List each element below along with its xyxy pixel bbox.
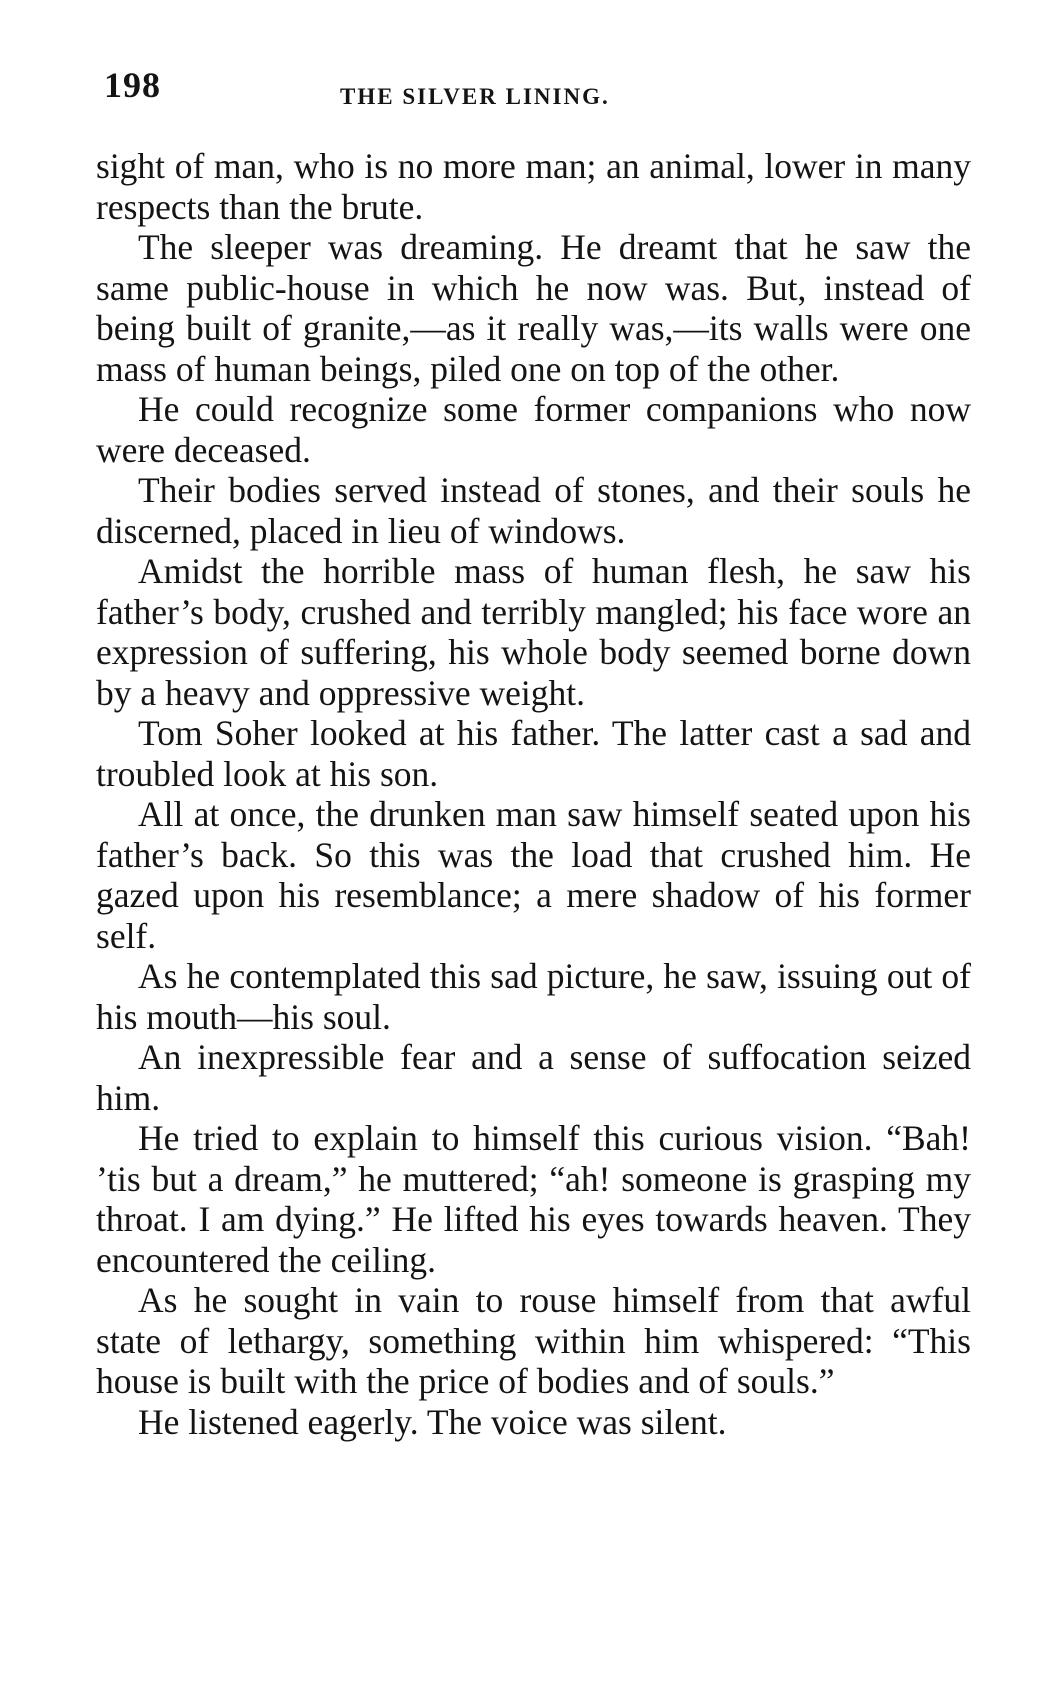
- running-title: THE SILVER LINING.: [340, 84, 610, 109]
- paragraph: An inexpressible fear and a sense of suffocation seized him.: [96, 1037, 971, 1118]
- paragraph: As he sought in vain to rouse himself from that awful state of lethargy, something within him whispered: “This house is built with the price of bodies and of souls.”: [96, 1280, 971, 1401]
- paragraph: All at once, the drunken man saw himself seated upon his father’s back. So this was the load that crushed him. He gazed upon his resemblance; a mere shadow of his former self.: [96, 794, 971, 956]
- paragraph: He tried to explain to himself this curious vision. “Bah! ’tis but a dream,” he muttered; “ah! someone is grasping my throat. I am dying.” He lifted his eyes towards heaven. They encountered the ceiling.: [96, 1118, 971, 1280]
- paragraph: He could recognize some former companions who now were deceased.: [96, 389, 971, 470]
- paragraph: As he contemplated this sad picture, he saw, issuing out of his mouth—his soul.: [96, 956, 971, 1037]
- paragraph: He listened eagerly. The voice was silent.: [138, 1401, 727, 1442]
- paragraph: Amidst the horrible mass of human flesh, he saw his father’s body, crushed and terribly mangled; his face wore an expression of suffering, his whole body seemed borne down by a heavy and oppressive weight.: [96, 551, 971, 713]
- page-number: 198: [104, 65, 161, 105]
- paragraph: Tom Soher looked at his father. The latter cast a sad and troubled look at his son.: [96, 713, 971, 794]
- paragraph: The sleeper was dreaming. He dreamt that he saw the same public-house in which he now was. But, instead of being built of granite,—as it really was,—its walls were one mass of human beings, piled one on top of the other.: [96, 227, 971, 389]
- paragraph: Their bodies served instead of stones, and their souls he discerned, placed in lieu of windows.: [96, 470, 971, 551]
- running-head: [104, 64, 964, 114]
- body-text: [96, 146, 971, 1442]
- paragraph-continued: sight of man, who is no more man; an animal, lower in many respects than the brute.: [96, 146, 971, 227]
